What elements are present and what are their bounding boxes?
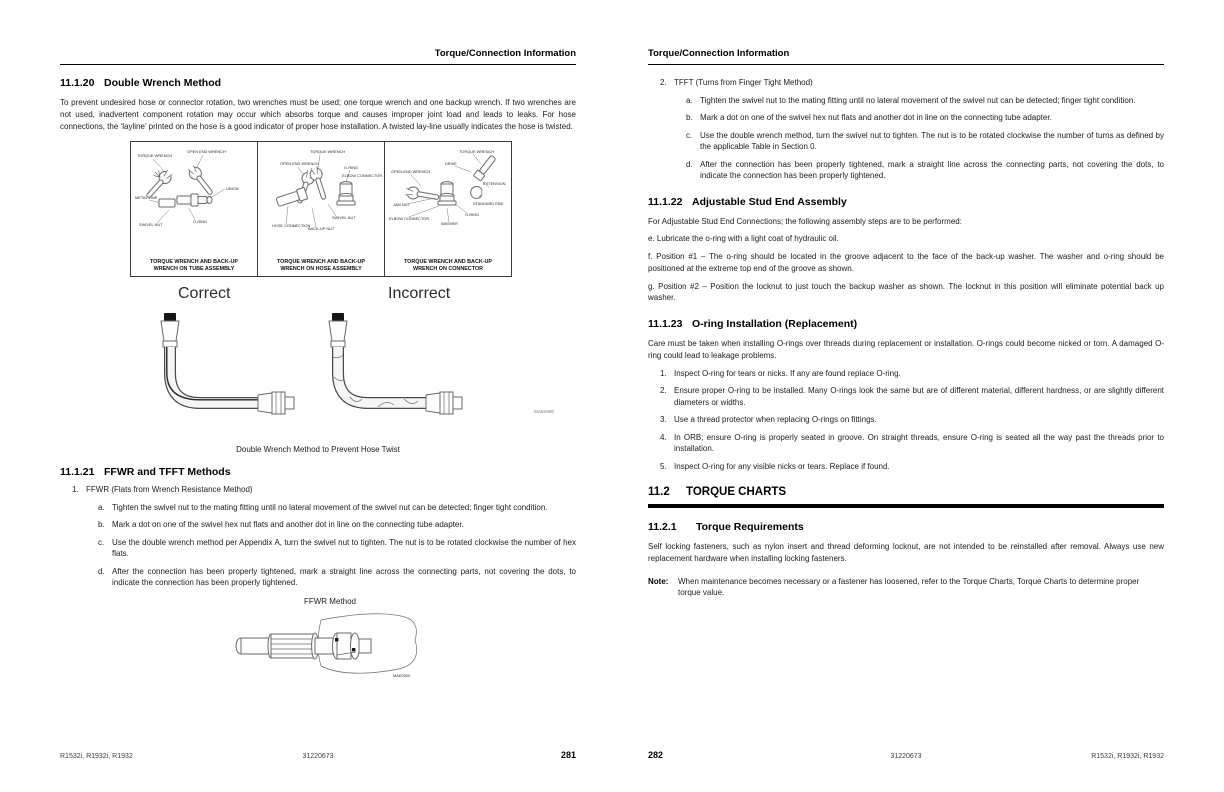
ffwr-method-label: FFWR Method bbox=[303, 596, 356, 606]
numbered-item-5: 5. Inspect O-ring for any visible nicks or tears. Replace if found. bbox=[660, 461, 890, 471]
part-label: OPEN-END WRENCH bbox=[391, 169, 431, 175]
figure-code: MAE0490 bbox=[534, 409, 554, 415]
footer-page-number: 281 bbox=[560, 750, 576, 760]
section-number: 11.1.20 bbox=[60, 77, 95, 89]
sub-list-item-c: c. Use the double wrench method per Appendix A, turn the swivel nut to tighten. The nut is to be rotated clockwise the number of hex flats. bbox=[98, 537, 576, 559]
page-left bbox=[60, 40, 576, 780]
part-label: HOSE CONNECTION bbox=[272, 223, 311, 229]
note-label: Note: bbox=[648, 576, 669, 586]
hose-incorrect-diagram bbox=[308, 311, 483, 431]
paragraph: Care must be taken when installing O-rings over threads during replacement or installation. O-rings could become nicked or torn. A damaged O-ring could lead to leakage problems. bbox=[648, 339, 1164, 361]
footer-page-number: 282 bbox=[648, 750, 664, 760]
footer-doc-number: 31220673 bbox=[890, 753, 922, 760]
part-label: OPEN END WRENCH bbox=[280, 161, 319, 167]
part-label: JAM NUT bbox=[393, 202, 410, 208]
section-heading-11-1-21 bbox=[60, 466, 576, 478]
footer-models: R1532i, R1932i, R1932 bbox=[60, 753, 133, 760]
figure-wrench-methods bbox=[130, 141, 512, 277]
part-label: BACK-UP NUT bbox=[308, 226, 335, 232]
part-label: SWIVEL NUT bbox=[332, 215, 356, 221]
numbered-item-1: 1. Inspect O-ring for tears or nicks. If any are found replace O-ring. bbox=[660, 368, 901, 378]
part-label: TORQUE WRENCH bbox=[137, 153, 173, 159]
sub-list-item-d: d. After the connection has been properly tightened, mark a straight line across the connecting parts, not covering the dots, to indicate the connection has been properly tightened. bbox=[686, 159, 1164, 180]
part-label: TORQUE WRENCH bbox=[459, 149, 495, 155]
note-block bbox=[648, 576, 1164, 599]
connector-diagram bbox=[385, 142, 511, 242]
section-number: 11.1.21 bbox=[60, 466, 95, 479]
hose-labels-row bbox=[60, 285, 576, 307]
section-title: FFWR and TFFT Methods bbox=[104, 466, 231, 479]
footer-doc-number: 31220673 bbox=[302, 753, 334, 760]
part-label: TORQUE WRENCH bbox=[310, 149, 346, 155]
sub-list-item-a: a. Tighten the swivel nut to the mating fitting until no lateral movement of the swivel nut can be detected; finger tight condition. bbox=[98, 502, 548, 512]
part-label: O-RING bbox=[193, 219, 208, 225]
figure-code: MAE0500 bbox=[393, 672, 411, 678]
section-heading-11-2-1: 11.2.1 Torque Requirements bbox=[648, 520, 804, 533]
paragraph-double-wrench: To prevent undesired hose or connector rotation, two wrenches must be used; one torque wrench and one backup wrench. If two wrenches are not used, inadvertent component rotation may occur which absorbs torque and causes improper joint load and leads to leaks. For hose connections, the ‘layline’ printed on the hose is a good indicator of proper hose installation. A twisted lay-line usually indicates the hose is twisted. bbox=[60, 98, 576, 131]
part-label: DRIVE bbox=[445, 161, 457, 167]
numbered-item-4: 4. In ORB; ensure O-ring is properly seated in groove. On straight threads, ensure O-ring is seated all the way past the threads prior to installation. bbox=[660, 432, 1164, 454]
panel-caption: TORQUE WRENCH AND BACK-UP WRENCH ON HOSE ASSEMBLY bbox=[276, 258, 366, 272]
section-heading-11-2: 11.2 TORQUE CHARTS bbox=[648, 486, 787, 499]
note-text: When maintenance becomes necessary or a fastener has loosened, refer to the Torque Charts, Torque Charts to determine proper torque value. bbox=[678, 576, 1140, 598]
part-label: WASHER bbox=[441, 221, 458, 227]
part-label: UNION bbox=[226, 186, 239, 192]
sub-list-item-a: a. Tighten the swivel nut to the mating fitting until no lateral movement of the swivel nut can be detected; finger tight condition. bbox=[686, 95, 1136, 105]
part-label: O-RING bbox=[344, 165, 359, 171]
step-f: f. Position #1 – The o-ring should be located in the groove adjacent to the face of the back-up washer. The washer and o-ring should be positioned at the extreme top end of the groove as shown. bbox=[648, 252, 1164, 273]
page-footer bbox=[648, 750, 1164, 760]
ffwr-diagram bbox=[225, 608, 435, 682]
page-footer bbox=[60, 750, 576, 760]
tube-assembly-diagram bbox=[131, 142, 257, 242]
step-g: g. Position #2 – Position the locknut to just touch the backup washer as shown. The locknut in this position will eliminate potential back up washer. bbox=[648, 281, 1164, 303]
section-heading-11-1-23: 11.1.23 O-ring Installation (Replacement) bbox=[648, 318, 858, 331]
part-label: STANDARD END bbox=[473, 201, 504, 207]
paragraph: For Adjustable Stud End Connections; the following assembly steps are to be performed: bbox=[648, 216, 962, 226]
part-label: ELBOW CONNECTOR bbox=[389, 216, 430, 222]
running-header: Torque/Connection Information bbox=[60, 40, 576, 65]
panel-caption: TORQUE WRENCH AND BACK-UP WRENCH ON TUBE ASSEMBLY bbox=[149, 258, 239, 272]
list-item-1: 1. FFWR (Flats from Wrench Resistance Method) bbox=[72, 485, 253, 495]
part-label: O-RING bbox=[465, 212, 480, 218]
hose-assembly-diagram bbox=[258, 142, 384, 242]
sub-list-item-b: b. Mark a dot on one of the swivel hex nut flats and another dot in line on the connecting tube adapter. bbox=[686, 113, 1052, 122]
part-label: ELBOW CONNECTOR bbox=[342, 173, 383, 179]
panel-caption: TORQUE WRENCH AND BACK-UP WRENCH ON CONNECTOR bbox=[403, 258, 493, 272]
sub-list-item-d: d. After the connection has been properly tightened, mark a straight line across the connecting parts, not covering the dots, to indicate the connection has been properly tightened. bbox=[98, 566, 576, 588]
part-label: EXTENSION bbox=[483, 181, 506, 187]
list-item-2: 2. TFFT (Turns from Finger Tight Method) bbox=[660, 78, 813, 87]
sub-list-item-c: c. Use the double wrench method, turn the swivel nut to tighten. The nut is to be rotated clockwise the number of turns as defined by the applicable Table in Section 0. bbox=[686, 130, 1164, 151]
panel-connector bbox=[385, 142, 511, 276]
footer-models: R1532i, R1932i, R1932 bbox=[1091, 753, 1164, 760]
part-label: METAL LINE bbox=[135, 195, 158, 201]
sub-list-item-b: b. Mark a dot on one of the swivel hex nut flats and another dot in line on the connecting tube adapter. bbox=[98, 520, 464, 530]
step-e: e. Lubricate the o-ring with a light coat of hydraulic oil. bbox=[648, 234, 839, 244]
correct-label: Correct bbox=[178, 285, 231, 303]
figure-caption: Double Wrench Method to Prevent Hose Twist bbox=[236, 445, 400, 455]
section-heading-11-1-22: 11.1.22 Adjustable Stud End Assembly bbox=[648, 195, 847, 208]
paragraph: Self locking fasteners, such as nylon insert and thread deforming locknut, are not intended to be reinstalled after removal. Always use new replacement hardware when installing locking fasteners. bbox=[648, 541, 1164, 563]
part-label: SWIVEL NUT bbox=[139, 222, 163, 228]
section-divider bbox=[648, 504, 1164, 508]
hose-correct-diagram bbox=[140, 311, 305, 431]
section-heading-11-1-20 bbox=[60, 77, 576, 89]
panel-tube-assembly bbox=[131, 142, 258, 276]
incorrect-label: Incorrect bbox=[388, 285, 451, 303]
numbered-item-2: 2. Ensure proper O-ring to be installed. Many O-rings look the same but are of different material, different hardness, or are slightly different diameters or widths. bbox=[660, 386, 1164, 407]
page-right bbox=[648, 40, 1164, 780]
section-title: Double Wrench Method bbox=[104, 77, 222, 89]
panel-hose-assembly bbox=[258, 142, 385, 276]
numbered-item-3: 3. Use a thread protector when replacing O-rings on fittings. bbox=[660, 415, 877, 425]
part-label: OPEN END WRENCH bbox=[187, 149, 226, 155]
ffwr-figure bbox=[170, 597, 490, 687]
hose-twist-figure bbox=[60, 311, 576, 437]
running-header: Torque/Connection Information bbox=[648, 40, 1164, 65]
